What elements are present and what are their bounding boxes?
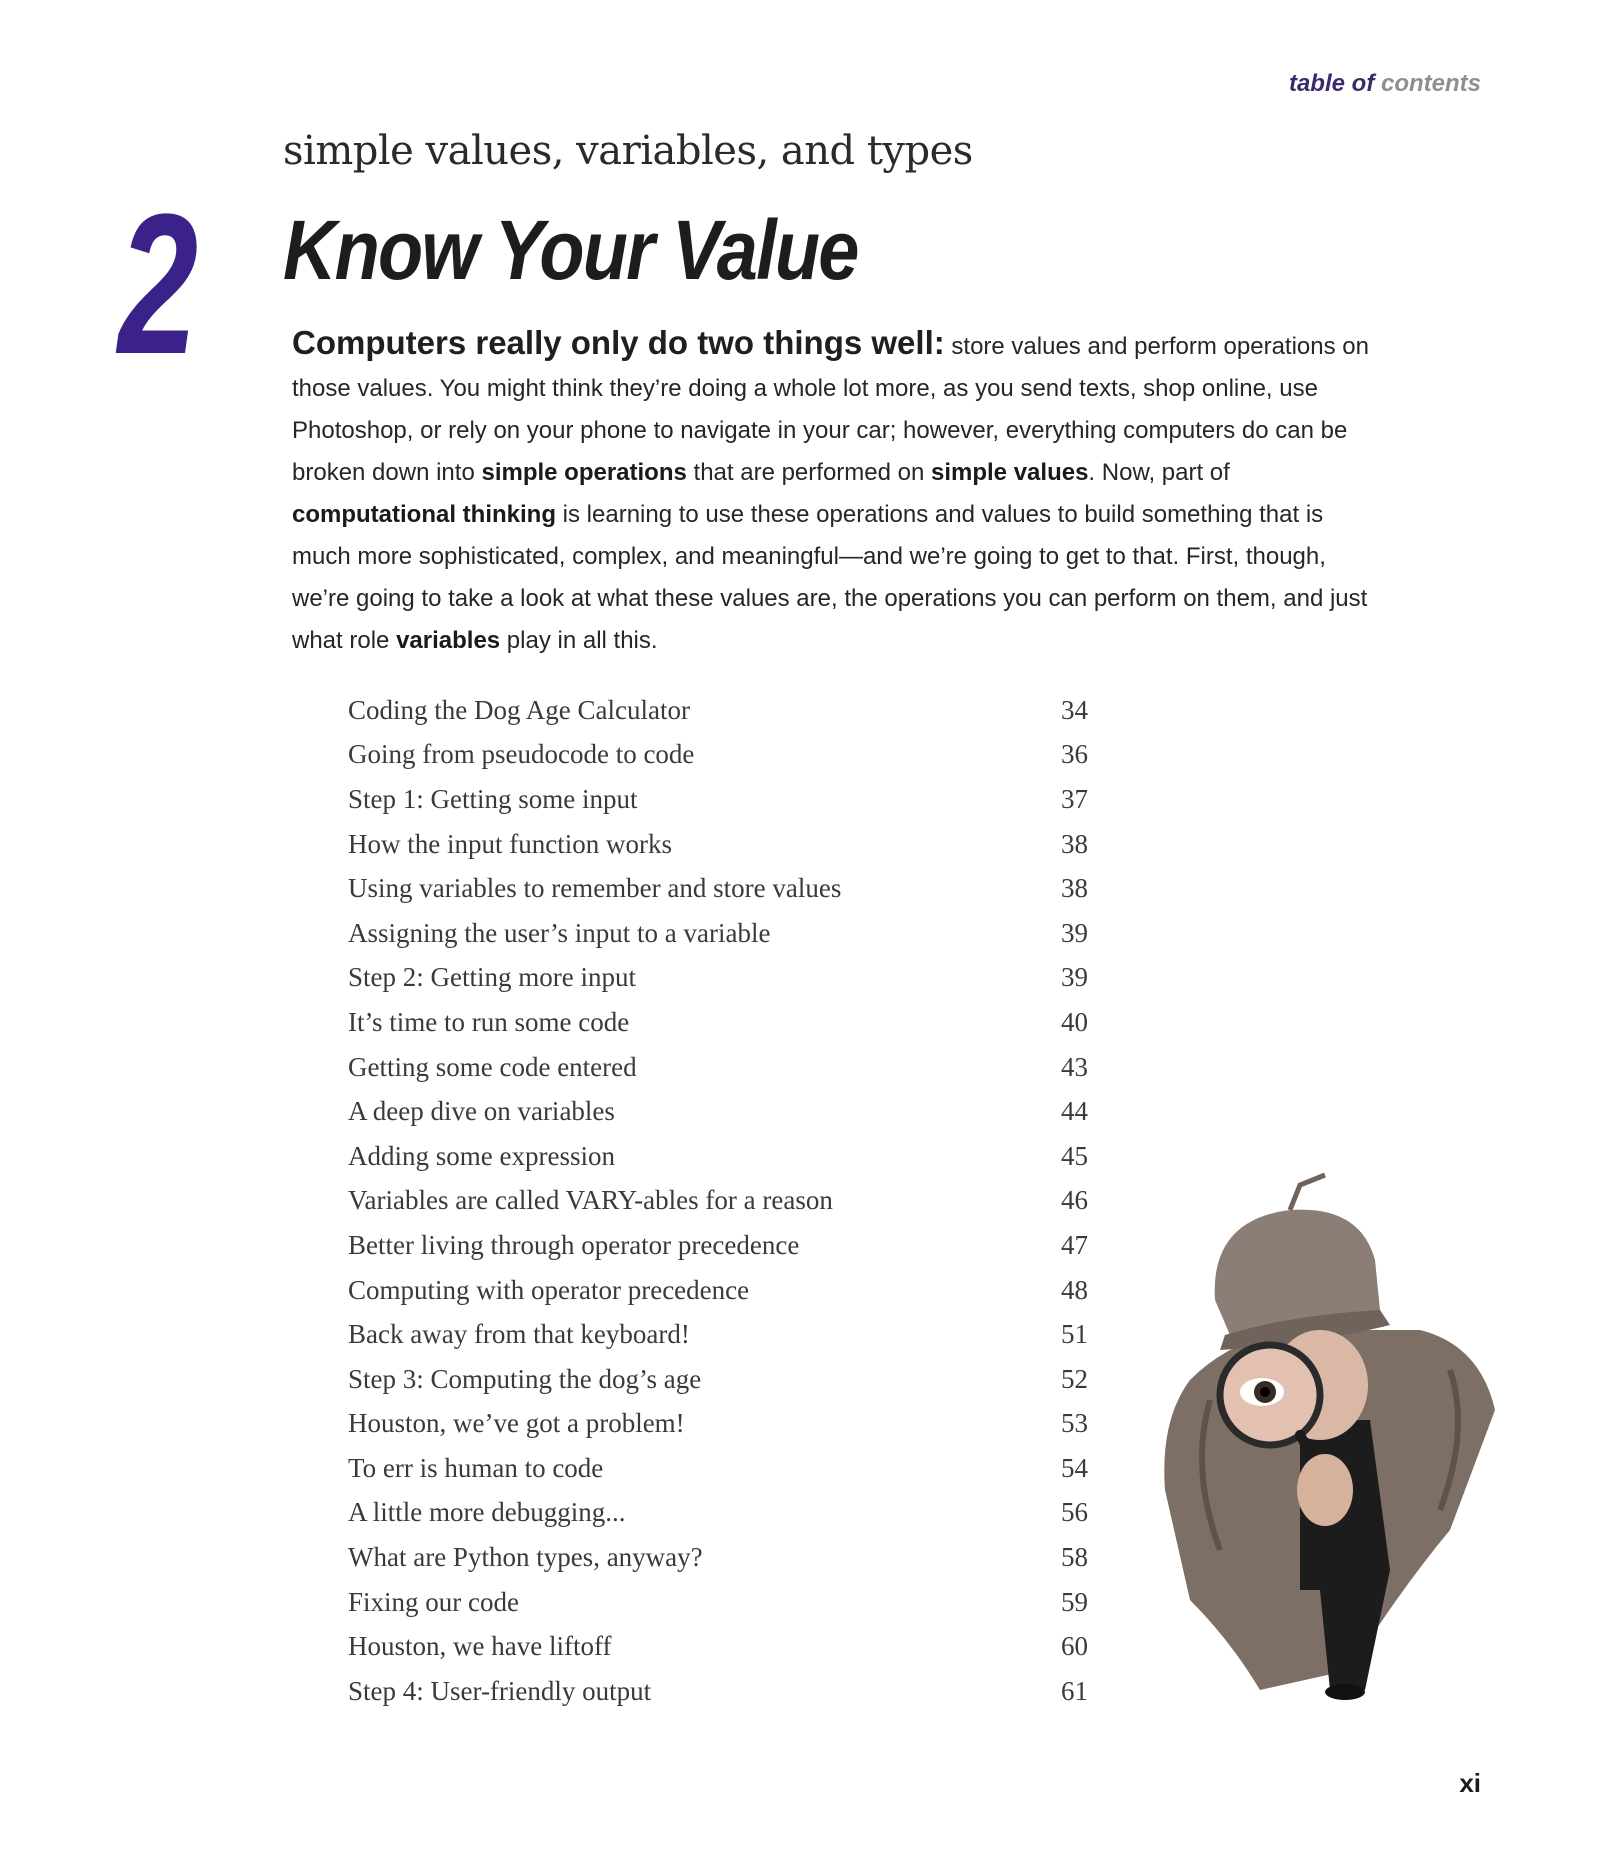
toc-item — [348, 1491, 1088, 1536]
toc-item — [348, 1000, 1088, 1045]
intro-bold-2: simple values — [931, 459, 1089, 486]
toc-item-title: Houston, we’ve got a problem! — [348, 1408, 685, 1439]
page-number: xi — [1459, 1768, 1481, 1798]
running-header — [1289, 70, 1481, 98]
toc-item-page: 51 — [1061, 1319, 1088, 1350]
toc-list — [348, 688, 1088, 1714]
chapter-subtitle: simple values, variables, and types — [283, 128, 973, 174]
toc-item-title: Back away from that keyboard! — [348, 1319, 690, 1350]
toc-item-page: 40 — [1061, 1006, 1088, 1037]
toc-item — [348, 1580, 1088, 1625]
toc-item — [348, 1357, 1088, 1402]
toc-item — [348, 956, 1088, 1001]
toc-item-title: What are Python types, anyway? — [348, 1542, 703, 1573]
toc-item-page: 59 — [1061, 1586, 1088, 1617]
intro-text-5: play in all this. — [500, 627, 658, 654]
toc-item-title: A deep dive on variables — [348, 1096, 615, 1127]
toc-item — [348, 822, 1088, 867]
intro-text-3: . Now, part of — [1088, 459, 1230, 486]
toc-item — [348, 777, 1088, 822]
toc-item-page: 38 — [1061, 828, 1088, 859]
toc-item — [348, 1179, 1088, 1224]
toc-item-title: Going from pseudocode to code — [348, 739, 695, 770]
toc-item — [348, 1223, 1088, 1268]
toc-item-page: 56 — [1061, 1497, 1088, 1528]
toc-item — [348, 911, 1088, 956]
toc-item — [348, 1446, 1088, 1491]
toc-item-title: Variables are called VARY-ables for a reason — [348, 1185, 833, 1216]
intro-text-2: that are performed on — [686, 459, 931, 486]
toc-item — [348, 1402, 1088, 1447]
intro-text-1: store values and perform operations on those values. You might think they’re doing a whole lot more, as you send texts, shop online, use Photoshop, or rely on your phone to navigate in your car; however, everything computers do can be broken down into — [292, 333, 1369, 486]
chapter-intro — [292, 322, 1372, 662]
toc-item-page: 36 — [1061, 739, 1088, 770]
toc-item — [348, 1624, 1088, 1669]
toc-item — [348, 1134, 1088, 1179]
toc-item-page: 34 — [1061, 694, 1088, 725]
toc-item-page: 58 — [1061, 1542, 1088, 1573]
toc-item-page: 48 — [1061, 1274, 1088, 1305]
toc-item — [348, 1535, 1088, 1580]
intro-bold-1: simple operations — [481, 459, 687, 486]
intro-lead: Computers really only do two things well: — [292, 324, 945, 361]
toc-item-title: A little more debugging... — [348, 1497, 626, 1528]
chapter-number: 2 — [118, 173, 199, 396]
toc-item-page: 39 — [1061, 962, 1088, 993]
header-word-2: contents — [1380, 70, 1481, 97]
toc-item — [348, 1268, 1088, 1313]
toc-item-page: 47 — [1061, 1229, 1088, 1260]
toc-item — [348, 1089, 1088, 1134]
toc-item — [348, 866, 1088, 911]
toc-item — [348, 688, 1088, 733]
toc-item-title: Step 2: Getting more input — [348, 962, 636, 993]
toc-item-page: 52 — [1061, 1363, 1088, 1394]
intro-bold-3: computational thinking — [292, 501, 556, 528]
toc-item-page: 43 — [1061, 1051, 1088, 1082]
toc-item-title: Better living through operator precedence — [348, 1229, 800, 1260]
toc-item-title: Step 3: Computing the dog’s age — [348, 1363, 702, 1394]
toc-item-page: 54 — [1061, 1452, 1088, 1483]
toc-item-title: It’s time to run some code — [348, 1006, 630, 1037]
toc-item-page: 45 — [1061, 1140, 1088, 1171]
toc-item-title: How the input function works — [348, 828, 672, 859]
toc-item-title: Houston, we have liftoff — [348, 1631, 612, 1662]
toc-item-page: 37 — [1061, 783, 1088, 814]
toc-item-title: To err is human to code — [348, 1452, 604, 1483]
toc-item-page: 44 — [1061, 1096, 1088, 1127]
toc-item-title: Computing with operator precedence — [348, 1274, 750, 1305]
toc-item-title: Step 1: Getting some input — [348, 783, 638, 814]
toc-item-page: 60 — [1061, 1631, 1088, 1662]
detective-illustration — [1150, 1170, 1500, 1700]
toc-item-page: 39 — [1061, 917, 1088, 948]
toc-item — [348, 1045, 1088, 1090]
header-word-1: table of — [1288, 70, 1375, 97]
toc-item-title: Coding the Dog Age Calculator — [348, 694, 690, 725]
detective-hand — [1297, 1454, 1353, 1526]
toc-item-page: 61 — [1061, 1675, 1088, 1706]
toc-item-title: Fixing our code — [348, 1586, 519, 1617]
chapter-title: Know Your Value — [283, 203, 858, 297]
toc-item-page: 46 — [1061, 1185, 1088, 1216]
intro-bold-4: variables — [396, 627, 501, 654]
toc-item-title: Assigning the user’s input to a variable — [348, 917, 771, 948]
toc-item-page: 38 — [1061, 873, 1088, 904]
toc-item-title: Getting some code entered — [348, 1051, 637, 1082]
toc-item — [348, 1669, 1088, 1714]
toc-item-title: Adding some expression — [348, 1140, 615, 1171]
toc-item-title: Using variables to remember and store values — [348, 873, 842, 904]
toc-item-page: 53 — [1061, 1408, 1088, 1439]
toc-item — [348, 733, 1088, 778]
toc-item — [348, 1312, 1088, 1357]
intro-text-4: is learning to use these operations and values to build something that is much more sophisticated, complex, and meaningful—and we’re going to get to that. First, though, we’re going to take a look at what these values are, the operations you can perform on them, and just what role — [292, 501, 1368, 654]
toc-item-title: Step 4: User-friendly output — [348, 1675, 652, 1706]
